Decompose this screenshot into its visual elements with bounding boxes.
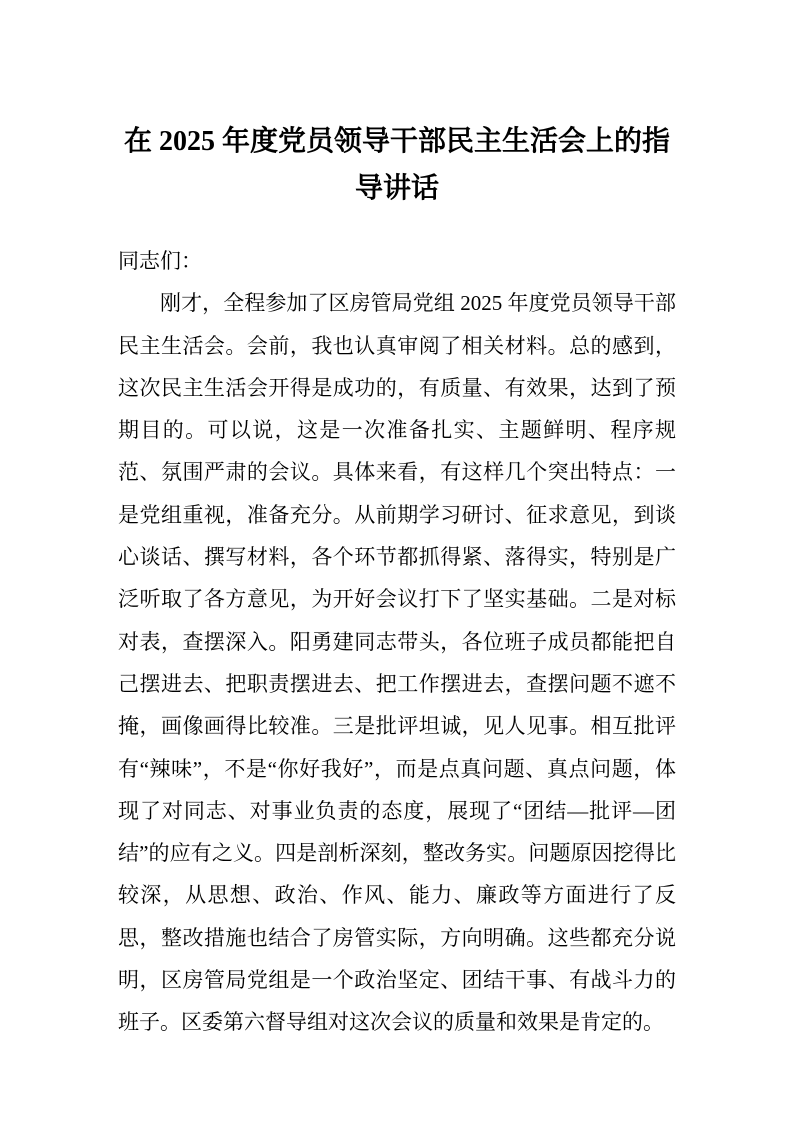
body-paragraph: 刚才，全程参加了区房管局党组 2025 年度党员领导干部民主生活会。会前，我也认真审阅了相关材料。总的感到，这次民主生活会开得是成功的，有质量、有效果，达到了预期目的。可以说，这是一次准备扎实、主题鲜明、程序规范、氛围严肃的会议。具体来看，有这样几个突出特点：一是党组重视，准备充分。从前期学习研讨、征求意见，到谈心谈话、撰写材料，各个环节都抓得紧、落得实，特别是广泛听取了各方意见，为开好会议打下了坚实基础。二是对标对表，查摆深入。阳勇建同志带头，各位班子成员都能把自己摆进去、把职责摆进去、把工作摆进去，查摆问题不遮不掩，画像画得比较准。三是批评坦诚，见人见事。相互批评有“辣味”，不是“你好我好”，而是点真问题、真点问题，体现了对同志、对事业负责的态度，展现了“团结—批评—团结”的应有之义。四是剖析深刻，整改务实。问题原因挖得比较深，从思想、政治、作风、能力、廉政等方面进行了反思，整改措施也结合了房管实际，方向明确。这些都充分说明，区房管局党组是一个政治坚定、团结干事、有战斗力的班子。区委第六督导组对这次会议的质量和效果是肯定的。 xyxy=(118,291,676,1035)
document-body xyxy=(118,240,676,1044)
salutation: 同志们： xyxy=(118,249,202,273)
document-title: 在 2025 年度党员领导干部民主生活会上的指导讲话 xyxy=(123,126,670,204)
